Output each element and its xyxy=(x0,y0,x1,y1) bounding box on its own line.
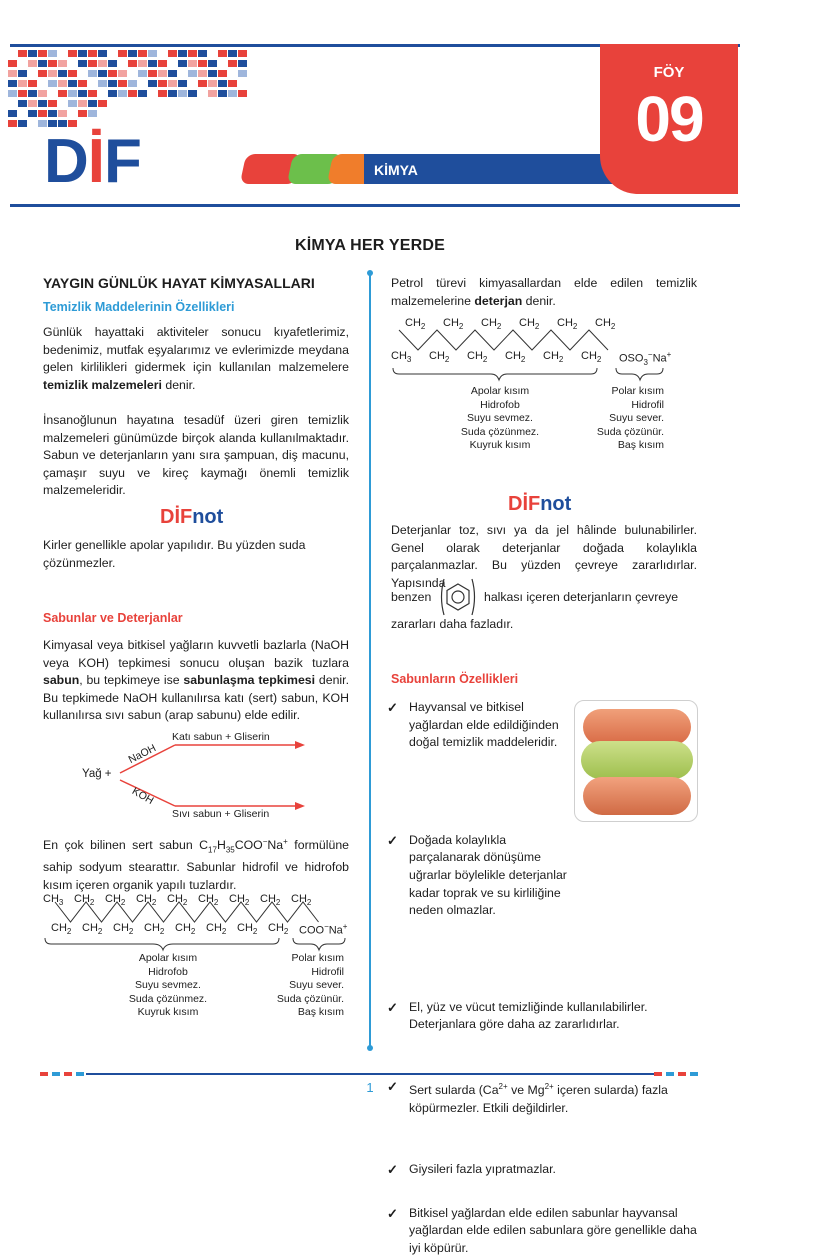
soap-chain-top xyxy=(43,893,349,907)
pixel-square xyxy=(218,90,227,97)
chain-group: COO−Na+ xyxy=(299,922,348,937)
pixel-square xyxy=(198,60,207,67)
paragraph-cleaning-materials xyxy=(43,324,349,394)
rx-top-reagent: NaOH xyxy=(126,742,158,767)
pixel-square xyxy=(128,50,137,57)
bold-term: temizlik malzemeleri xyxy=(43,377,162,392)
subject-label: KİMYA xyxy=(374,162,418,178)
paragraph-stearate xyxy=(43,833,349,894)
check-icon: ✓ xyxy=(387,999,398,1015)
label-line: Suyu sevmez. xyxy=(467,412,533,424)
chain-group: $CH_2$ xyxy=(237,922,258,937)
pixel-square xyxy=(88,70,97,77)
list-item xyxy=(387,1161,699,1179)
pixel-square xyxy=(228,80,237,87)
pixel-square xyxy=(48,110,57,117)
chain-group: $CH_2$ xyxy=(144,922,165,937)
pixel-square xyxy=(118,70,127,77)
pixel-square xyxy=(58,70,67,77)
pixel-square xyxy=(178,80,187,87)
pixel-square xyxy=(128,90,137,97)
pixel-square xyxy=(108,70,117,77)
pixel-square xyxy=(188,70,197,77)
pixel-square xyxy=(88,90,97,97)
chain-group: $CH_2$ xyxy=(581,350,602,365)
pixel-square xyxy=(48,60,57,67)
footer-dashes-left xyxy=(40,1072,86,1076)
divider-dot-top xyxy=(367,270,373,276)
list-item xyxy=(387,1078,699,1117)
pixel-square xyxy=(198,50,207,57)
chain-group: $CH_2$ xyxy=(74,893,95,908)
text: Günlük hayattaki aktiviteler sonucu kıyafetlerimiz, bedenimiz, mutfak eşyalarımız ve evlerimizde meydana gelen kirlilikleri gidermek için kullanılan malzemelere xyxy=(43,325,349,375)
label-line: Hidrofob xyxy=(148,965,188,978)
pixel-square xyxy=(98,50,107,57)
pixel-square xyxy=(78,110,87,117)
pixel-square xyxy=(98,100,107,107)
brand-letter-i: İ xyxy=(87,127,105,196)
pixel-square xyxy=(238,90,247,97)
pixel-square xyxy=(8,70,17,77)
chain-group: $CH_2$ xyxy=(82,922,103,937)
paragraph-detergent xyxy=(391,275,697,310)
difnot-dif: DİF xyxy=(508,493,541,515)
rx-top-product: Katı sabun + Gliserin xyxy=(172,731,270,743)
pixel-square xyxy=(228,50,237,57)
text: Sert sularda (Ca xyxy=(409,1083,499,1098)
pixel-square xyxy=(238,50,247,57)
pixel-square xyxy=(188,60,197,67)
difnot-not: not xyxy=(540,493,572,515)
pixel-square xyxy=(188,90,197,97)
pixel-square xyxy=(58,110,67,117)
pixel-square xyxy=(48,50,57,57)
pixel-square xyxy=(168,50,177,57)
label-line: Kuyruk kısım xyxy=(137,1006,199,1018)
pixel-square xyxy=(218,50,227,57)
pixel-square xyxy=(48,70,57,77)
pixel-square xyxy=(28,50,37,57)
pixel-square xyxy=(68,50,77,57)
header-bottom-rule xyxy=(10,204,740,207)
pixel-square xyxy=(218,80,227,87)
benzene-ring-icon xyxy=(436,575,480,619)
pixel-square xyxy=(68,80,77,87)
soap-polar-labels xyxy=(260,952,344,1020)
text: formülüne sahip sodyum stearattır. Sabunlar hidrofil ve hidrofob kısım içeren organik yapılı tuzlardır. xyxy=(43,838,349,892)
pixel-square xyxy=(78,60,87,67)
brand-letter-d: D xyxy=(44,127,88,196)
pixel-square xyxy=(58,90,67,97)
pixel-square xyxy=(178,60,187,67)
pixel-square xyxy=(158,70,167,77)
detergent-braces xyxy=(391,366,697,382)
pixel-square xyxy=(208,90,217,97)
pixel-square xyxy=(138,70,147,77)
chain-group: $CH_2$ xyxy=(429,350,450,365)
check-icon: ✓ xyxy=(387,1162,398,1178)
pixel-square xyxy=(18,50,27,57)
pixel-square xyxy=(108,90,117,97)
pixel-square xyxy=(38,60,47,67)
soap-bar-orange xyxy=(583,709,691,745)
pixel-square xyxy=(148,50,157,57)
check-icon: ✓ xyxy=(387,1205,398,1221)
subheading-cleaning-properties: Temizlik Maddelerinin Özellikleri xyxy=(43,300,235,314)
list-item xyxy=(387,699,569,752)
page-title: KİMYA HER YERDE xyxy=(295,237,445,254)
text: Na xyxy=(267,838,284,853)
footer-dashes-right xyxy=(654,1072,698,1076)
chain-group: $CH_2$ xyxy=(51,922,72,937)
pixel-square xyxy=(8,60,17,67)
paragraph-history: İnsanoğlunun hayatına tesadüf üzeri giren temizlik malzemeleri günümüzde birçok alanda kullanılmaktadır. Sabun ve deterjanların yanı sıra şampuan, diş macunu, çamaşır suyu ve kireç kaymağı önemli temizlik malzemeleridir. xyxy=(43,413,349,498)
pixel-square xyxy=(118,90,127,97)
difnot-not: not xyxy=(192,506,224,528)
chain-group: $CH_2$ xyxy=(167,893,188,908)
rx-bot-product: Sıvı sabun + Gliserin xyxy=(172,808,270,820)
pixel-square xyxy=(88,100,97,107)
chain-group: $CH_3$ xyxy=(43,893,64,908)
pixel-square xyxy=(128,60,137,67)
pixel-square xyxy=(138,90,147,97)
pixel-square xyxy=(148,70,157,77)
text: ve Mg xyxy=(507,1083,545,1098)
pixel-square xyxy=(118,50,127,57)
brand-letter-f: F xyxy=(104,127,141,196)
chain-group: $CH_2$ xyxy=(443,317,464,332)
pixel-square xyxy=(238,60,247,67)
pixel-square xyxy=(38,100,47,107)
soap-braces xyxy=(43,936,349,952)
chain-group: $OSO_3^-Na^+$ xyxy=(619,350,672,367)
paragraph-saponification xyxy=(43,637,349,725)
label-line: Baş kısım xyxy=(297,1006,344,1018)
subheading-soaps-detergents: Sabunlar ve Deterjanlar xyxy=(43,611,183,625)
chain-group: $CH_2$ xyxy=(505,350,526,365)
pixel-square xyxy=(168,90,177,97)
bold-term: deterjan xyxy=(474,293,523,308)
chain-group: $CH_2$ xyxy=(229,893,250,908)
pixel-square xyxy=(178,90,187,97)
pixel-square xyxy=(228,90,237,97)
chain-group: $CH_2$ xyxy=(543,350,564,365)
pixel-square xyxy=(78,80,87,87)
pixel-square xyxy=(88,60,97,67)
text: COO xyxy=(234,838,263,853)
pixel-square xyxy=(178,50,187,57)
difnot-dif: DİF xyxy=(160,506,193,528)
sup: 2+ xyxy=(544,1081,554,1091)
pixel-square xyxy=(98,70,107,77)
page-number: 1 xyxy=(366,1080,374,1095)
pixel-square xyxy=(138,60,147,67)
chain-group: $CH_2$ xyxy=(595,317,616,332)
chain-group: $CH_2$ xyxy=(268,922,289,937)
pixel-square xyxy=(18,90,27,97)
pixel-square xyxy=(228,60,237,67)
text: Petrol türevi kimyasallardan elde edilen temizlik malzemelerine xyxy=(391,276,697,308)
item-text: Doğada kolaylıkla parçalanarak dönüşüme uğrarlar böylelikle deterjanlar kadar toprak ve su kirliliğine neden olmazlar. xyxy=(409,832,567,918)
label-line: Polar kısım xyxy=(291,952,344,964)
pixel-square xyxy=(18,70,27,77)
soap-chain-bottom xyxy=(43,922,349,936)
pixel-square xyxy=(48,80,57,87)
pixel-square xyxy=(88,50,97,57)
pixel-square xyxy=(78,50,87,57)
pixel-square xyxy=(38,70,47,77)
text: Kimyasal veya bitkisel yağların kuvvetli bazlarla (NaOH veya KOH) tepkimesi sonucu oluşan bazik tuzlara xyxy=(43,638,349,670)
pixel-square xyxy=(88,110,97,117)
pixel-square xyxy=(148,60,157,67)
item-text: Giysileri fazla yıpratmazlar. xyxy=(409,1162,556,1177)
pixel-square xyxy=(18,120,27,127)
difnot-logo-2 xyxy=(508,493,571,516)
label-line: Suyu sever. xyxy=(609,412,664,424)
chain-group: $CH_2$ xyxy=(175,922,196,937)
pixel-square xyxy=(158,60,167,67)
chain-group: $CH_2$ xyxy=(557,317,578,332)
label-line: Suyu sever. xyxy=(289,979,344,991)
foy-number: 09 xyxy=(635,83,703,155)
zigzag-bonds xyxy=(399,330,608,350)
label-line: Baş kısım xyxy=(617,439,664,451)
chain-group: $CH_2$ xyxy=(113,922,134,937)
label-line: Suda çözünmez. xyxy=(460,425,540,438)
label-line: Suyu sevmez. xyxy=(135,979,201,991)
soap-bar-salmon xyxy=(583,777,691,815)
list-item xyxy=(387,1205,699,1258)
brace-apolar xyxy=(393,368,597,380)
pixel-square xyxy=(108,80,117,87)
pixel-square xyxy=(198,80,207,87)
brand-logo xyxy=(44,126,141,197)
pixel-square xyxy=(18,100,27,107)
pixel-square xyxy=(158,90,167,97)
chain-group: $CH_2$ xyxy=(405,317,426,332)
pixel-square xyxy=(208,70,217,77)
pixel-square xyxy=(78,90,87,97)
item-text: Hayvansal ve bitkisel yağlardan elde edildiğinden doğal temizlik maddeleridir. xyxy=(409,700,559,750)
pixel-square xyxy=(148,80,157,87)
difnot-logo-1 xyxy=(160,506,223,529)
label-line: Suda çözünür. xyxy=(276,992,344,1005)
pixel-pattern xyxy=(8,50,248,130)
sub: 17 xyxy=(208,845,217,855)
brace-polar xyxy=(616,368,663,380)
chain-group: $CH_3$ xyxy=(391,350,412,365)
pixel-square xyxy=(78,100,87,107)
detergent-apolar-labels xyxy=(450,385,550,453)
arrow-top-head xyxy=(295,741,305,749)
soap-bars-image xyxy=(574,700,698,822)
label-line: Kuyruk kısım xyxy=(469,439,531,451)
pixel-square xyxy=(208,60,217,67)
label-line: Apolar kısım xyxy=(470,385,530,397)
check-icon: ✓ xyxy=(387,700,398,715)
pixel-square xyxy=(58,80,67,87)
label-line: Hidrofob xyxy=(480,398,520,411)
text: denir. Bu tepkimede NaOH kullanılırsa katı (sert) sabun, KOH kullanılırsa sıvı sabun (arap sabunu) elde edilir. xyxy=(43,673,349,723)
rx-left: Yağ + xyxy=(82,768,112,780)
pixel-square xyxy=(128,80,137,87)
subheading-soap-properties: Sabunların Özellikleri xyxy=(391,672,519,686)
note-detergent-forms: Deterjanlar toz, sıvı ya da jel hâlinde bulunabilirler. Genel olarak deterjanlar doğada kolaylıkla parçalanmazlar. Bu yüzden çevreye zararlıdırlar. Yapısında xyxy=(391,523,697,590)
pixel-square xyxy=(218,70,227,77)
pixel-square xyxy=(28,100,37,107)
pixel-square xyxy=(68,70,77,77)
chain-group: $CH_2$ xyxy=(481,317,502,332)
detergent-polar-labels xyxy=(580,385,664,453)
pixel-square xyxy=(198,70,207,77)
label-line: Hidrofil xyxy=(311,965,344,978)
item-text: El, yüz ve vücut temizliğinde kullanılabilirler. Deterjanlara göre daha az zararlıdırlar. xyxy=(409,999,648,1032)
column-divider xyxy=(369,272,371,1048)
soap-bar-green xyxy=(581,741,693,779)
pixel-square xyxy=(168,70,177,77)
pixel-square xyxy=(118,80,127,87)
pixel-square xyxy=(28,110,37,117)
list-item xyxy=(387,832,575,920)
footer-rule xyxy=(40,1073,696,1075)
text: H xyxy=(216,838,226,853)
pixel-square xyxy=(38,90,47,97)
chain-group: $CH_2$ xyxy=(198,893,219,908)
detergent-chain-bottom xyxy=(391,350,697,367)
pixel-square xyxy=(38,110,47,117)
label-line: Suda çözünmez. xyxy=(128,992,208,1005)
bold-term: sabunlaşma tepkimesi xyxy=(183,673,316,688)
chain-group: $CH_2$ xyxy=(519,317,540,332)
pixel-square xyxy=(18,80,27,87)
check-icon: ✓ xyxy=(387,832,398,848)
text: , bu tepkimeye ise xyxy=(79,673,184,688)
pixel-square xyxy=(38,50,47,57)
pixel-square xyxy=(8,110,17,117)
pixel-square xyxy=(158,80,167,87)
pixel-square xyxy=(108,60,117,67)
check-icon: ✓ xyxy=(387,1078,398,1094)
pixel-square xyxy=(8,80,17,87)
label-line: Polar kısım xyxy=(611,385,664,397)
arrow-bottom-head xyxy=(295,802,305,810)
pixel-square xyxy=(48,100,57,107)
text: En çok bilinen sert sabun C xyxy=(43,838,209,853)
note-benzen-rest: halkası içeren deterjanların çevreye xyxy=(484,590,679,604)
section-title: YAYGIN GÜNLÜK HAYAT KİMYASALLARI xyxy=(43,275,315,291)
sub: 35 xyxy=(225,845,235,855)
text: denir. xyxy=(522,293,556,308)
pixel-square xyxy=(68,100,77,107)
pixel-square xyxy=(238,70,247,77)
pixel-square xyxy=(58,60,67,67)
text: içeren sularda) fazla köpürmezler. Etkili değildirler. xyxy=(409,1083,668,1115)
pixel-square xyxy=(8,90,17,97)
chain-group: $CH_2$ xyxy=(105,893,126,908)
sup: 2+ xyxy=(498,1081,508,1091)
pixel-square xyxy=(188,50,197,57)
foy-label: FÖY xyxy=(653,64,685,81)
pixel-square xyxy=(98,80,107,87)
chain-group: $CH_2$ xyxy=(467,350,488,365)
note-dirt-apolar: Kirler genellikle apolar yapılıdır. Bu yüzden suda çözünmezler. xyxy=(43,538,306,570)
pixel-square xyxy=(98,60,107,67)
detergent-chain-top xyxy=(391,317,697,331)
brace-apolar xyxy=(45,938,279,950)
label-line: Hidrofil xyxy=(631,398,664,411)
note-benzen-end: zararları daha fazladır. xyxy=(391,617,514,631)
pixel-square xyxy=(68,90,77,97)
soap-apolar-labels xyxy=(118,952,218,1020)
label-line: Suda çözünür. xyxy=(596,425,664,438)
chain-group: $CH_2$ xyxy=(206,922,227,937)
pixel-square xyxy=(28,80,37,87)
pixel-square xyxy=(28,60,37,67)
bold-term: sabun xyxy=(43,673,80,688)
list-item xyxy=(387,999,699,1034)
note-benzen-word: benzen xyxy=(391,590,432,604)
pixel-square xyxy=(138,50,147,57)
rx-bot-reagent: KOH xyxy=(129,785,156,807)
sup: − xyxy=(262,837,268,846)
pixel-square xyxy=(28,90,37,97)
chain-group: $CH_2$ xyxy=(136,893,157,908)
pixel-square xyxy=(8,120,17,127)
item-text: Bitkisel yağlardan elde edilen sabunlar hayvansal yağlardan elde edilen sabunlara göre genellikle daha iyi köpürür. xyxy=(409,1205,697,1255)
pixel-square xyxy=(168,80,177,87)
chain-group: $CH_2$ xyxy=(291,893,312,908)
brace-polar xyxy=(293,938,345,950)
pixel-square xyxy=(208,80,217,87)
divider-dot-bottom xyxy=(367,1045,373,1051)
label-line: Apolar kısım xyxy=(138,952,198,964)
text: denir. xyxy=(161,377,196,392)
sup: + xyxy=(283,837,288,846)
chain-group: $CH_2$ xyxy=(260,893,281,908)
